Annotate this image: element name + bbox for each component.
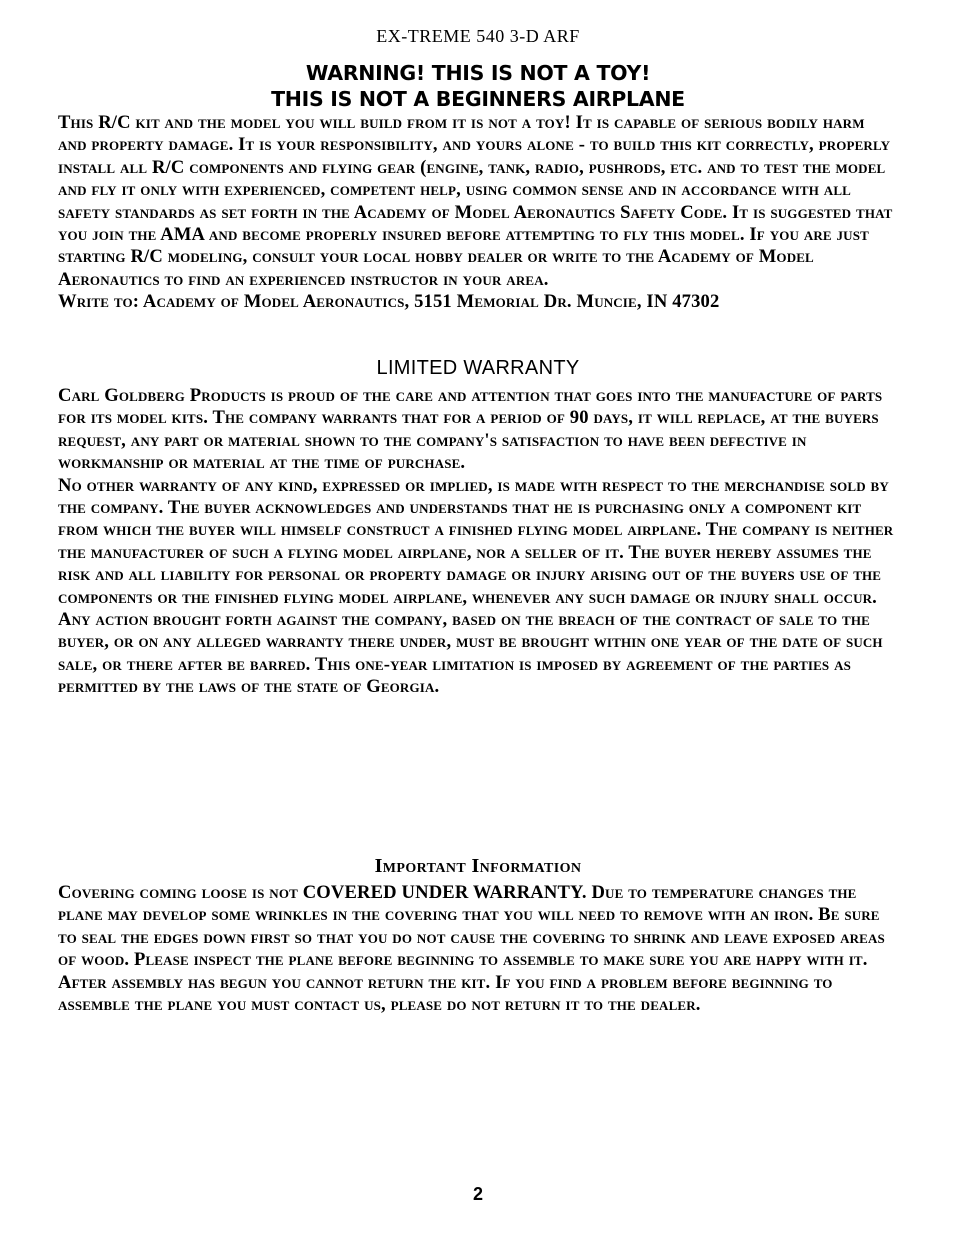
page-number: 2: [472, 1184, 483, 1204]
manual-page: [58, 0, 898, 1235]
important-section: [58, 882, 898, 1016]
warranty-paragraph-2: No other warranty of any kind, expressed or implied, is made with respect to the merchandise sold by the company. The buyer acknowledges and understands that he is purchasing only a component kit from which the buyer will himself construct a finished flying model airplane. The company is neither the manufacturer of such a flying model airplane, nor a seller of it. The buyer hereby assumes the risk and all liability for personal or property damage or injury arising out of the buyers use of the components or the finished flying model airplane, whenever any such damage or injury shall occur.: [58, 474, 894, 608]
warranty-paragraph-1: Carl Goldberg Products is proud of the care and attention that goes into the manufacture of parts for its model kits. The company warrants that for a period of 90 days, it will replace, at the buyers request, any part or material shown to the company's satisfaction to have been defective in workmanship or material at the time of purchase.: [58, 385, 883, 474]
warranty-paragraph-3: Any action brought forth against the company, based on the breach of the contract of sale to the buyer, or on any alleged warranty there under, must be brought within one year of the date of such sale, or there after be barred. This one-year limitation is imposed by agreement of the parties as permitted by the laws of the state of Georgia.: [58, 609, 883, 698]
warning-heading: [58, 60, 898, 112]
warning-heading-line1: WARNING! THIS IS NOT A TOY!: [305, 61, 651, 85]
limited-warranty-heading: LIMITED WARRANTY: [376, 357, 580, 379]
warning-heading-line2: THIS IS NOT A BEGINNERS AIRPLANE: [271, 87, 685, 111]
running-header: EX-TREME 540 3-D ARF: [376, 26, 580, 46]
important-paragraph: Covering coming loose is not COVERED UNDER WARRANTY. Due to temperature changes the plane may develop some wrinkles in the covering that you will need to remove with an iron. Be sure to seal the edges down first so that you do not cause the covering to shrink and leave exposed areas of wood. Please inspect the plane before beginning to assemble to make sure you are happy with it. After assembly has begun you cannot return the kit. If you find a problem before beginning to assemble the plane you must contact us, please do not return it to the dealer.: [58, 882, 885, 1016]
warranty-section: [58, 385, 898, 699]
warning-paragraph: This R/C kit and the model you will build from it is not a toy! It is capable of serious bodily harm and property damage. It is your responsibility, and yours alone - to build this kit correctly, properly install all R/C components and flying gear (engine, tank, radio, pushrods, etc. and to test the model and fly it only with experienced, competent help, using common sense and in accordance with all safety standards as set forth in the Academy of Model Aeronautics Safety Code. It is suggested that you join the AMA and become properly insured before attempting to fly this model. If you are just starting R/C modeling, consult your local hobby dealer or write to the Academy of Model Aeronautics to find an experienced instructor in your area.: [58, 112, 893, 290]
important-information-heading: Important Information: [374, 855, 582, 877]
ama-address: Write to: Academy of Model Aeronautics, 5151 Memorial Dr. Muncie, IN 47302: [58, 291, 720, 313]
warning-section: [58, 112, 898, 314]
